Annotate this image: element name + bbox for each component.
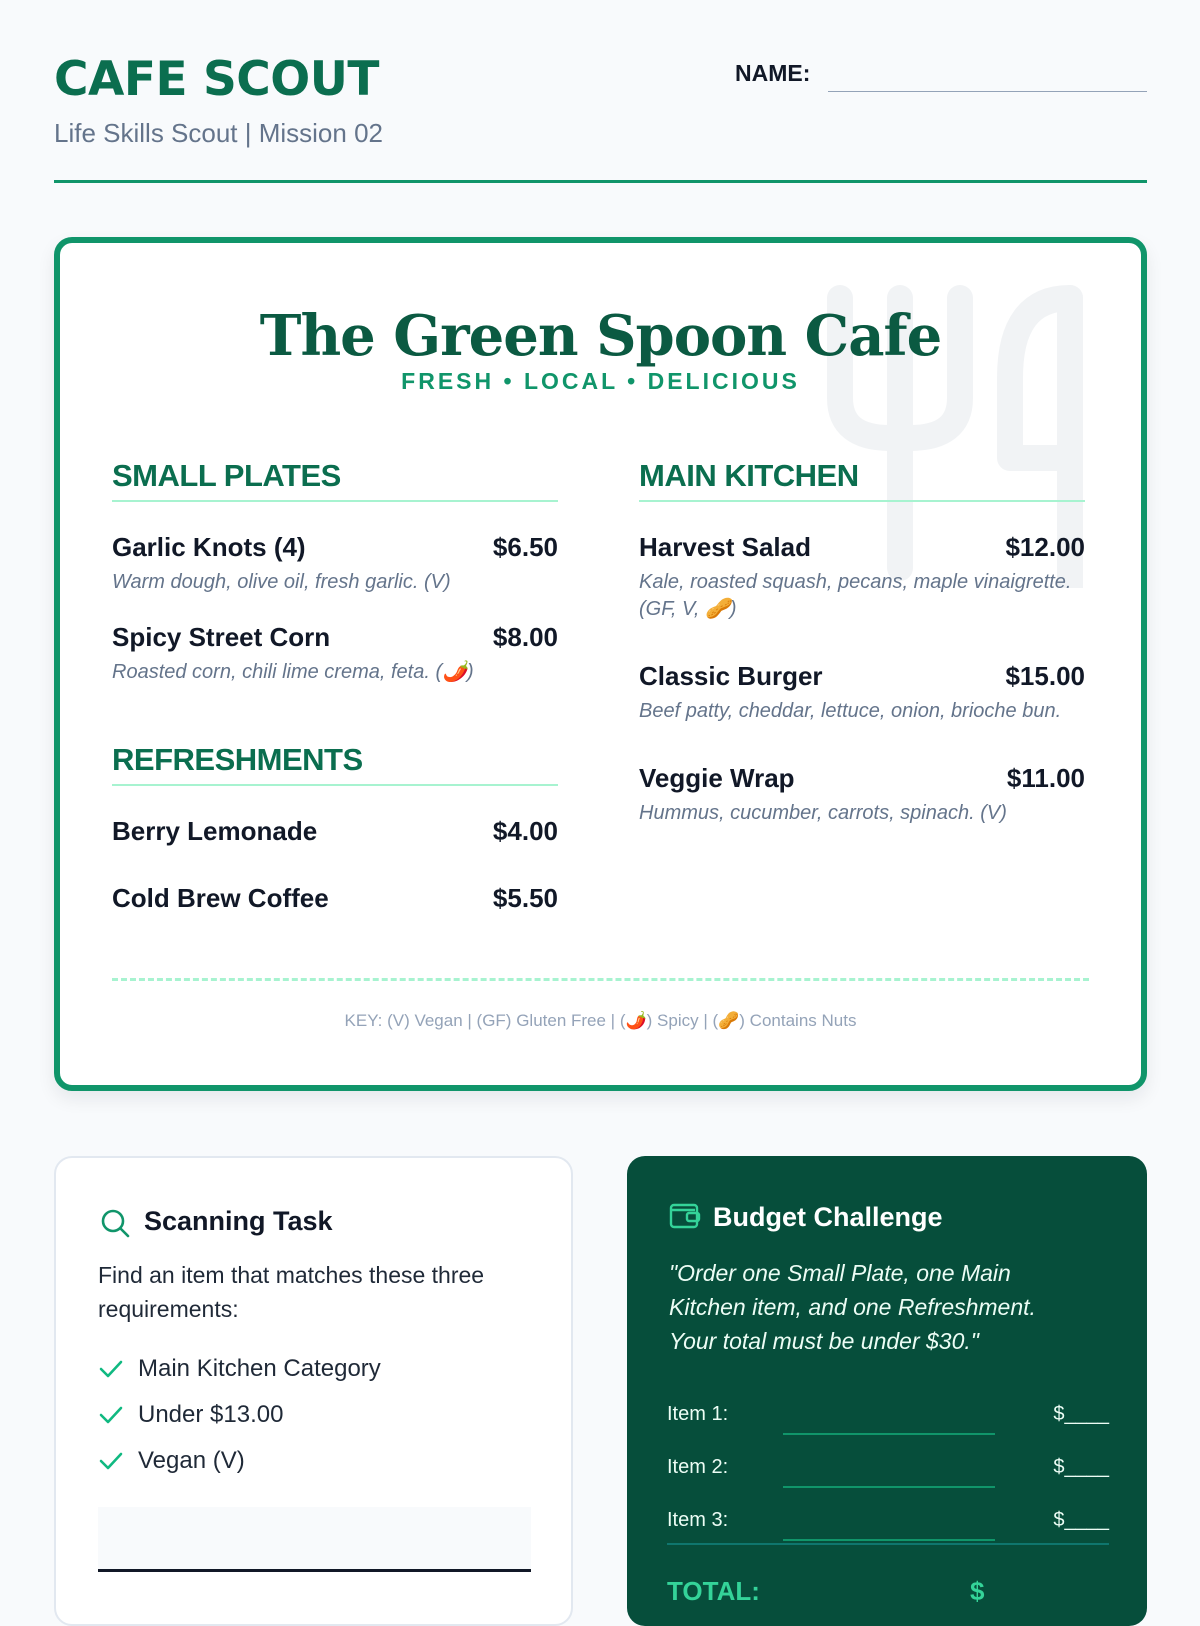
menu-item-price: $6.50 <box>492 532 558 562</box>
menu-item <box>639 661 1085 725</box>
section-title-main-kitchen: MAIN KITCHEN <box>639 458 1085 502</box>
menu-item-price: $8.00 <box>492 622 558 652</box>
menu-item <box>639 763 1085 827</box>
menu-item-description: Warm dough, olive oil, fresh garlic. (V) <box>112 571 451 593</box>
check-icon <box>98 1450 124 1472</box>
budget-line-item <box>667 1452 1109 1492</box>
budget-line-label: Item 2: <box>667 1456 729 1478</box>
menu-key: KEY: (V) Vegan | (GF) Gluten Free | (🌶️) Spicy | (🥜) Contains Nuts <box>344 1011 857 1030</box>
budget-line-price[interactable]: $____ <box>1053 1403 1109 1425</box>
brand-title: CAFE SCOUT <box>54 52 379 107</box>
menu-item-name: Garlic Knots (4) <box>112 532 306 562</box>
section-title-refreshments: REFRESHMENTS <box>112 742 558 786</box>
budget-line-price[interactable]: $____ <box>1053 1456 1109 1478</box>
search-icon <box>100 1208 130 1238</box>
menu-item-description: Kale, roasted squash, pecans, maple vinaigrette. (GF, V, 🥜) <box>639 571 1072 620</box>
scanning-task-card <box>54 1156 573 1626</box>
total-field[interactable]: $ <box>970 1576 985 1606</box>
requirement-text: Under $13.00 <box>138 1401 284 1428</box>
requirement-list <box>98 1346 381 1484</box>
budget-divider <box>667 1543 1109 1545</box>
total-label: TOTAL: <box>667 1576 760 1606</box>
menu-item-name: Classic Burger <box>639 661 823 691</box>
menu-right-column <box>639 458 1085 827</box>
requirement-text: Vegan (V) <box>138 1447 245 1474</box>
budget-challenge-title: Budget Challenge <box>713 1202 943 1232</box>
budget-line-label: Item 3: <box>667 1509 729 1531</box>
menu-item <box>112 532 558 596</box>
menu-item-description: Roasted corn, chili lime crema, feta. (🌶️) <box>112 661 474 683</box>
menu-item-name: Veggie Wrap <box>639 763 795 793</box>
mission-subtitle: Life Skills Scout | Mission 02 <box>54 118 383 148</box>
menu-item-name: Spicy Street Corn <box>112 622 331 652</box>
scanning-task-intro: Find an item that matches these three requirements: <box>98 1262 485 1322</box>
menu-item-price: $4.00 <box>492 816 558 846</box>
answer-field[interactable] <box>98 1507 531 1572</box>
menu-left-column <box>112 458 558 914</box>
budget-challenge-quote: "Order one Small Plate, one Main Kitchen item, and one Refreshment. Your total must be under $30." <box>669 1260 1036 1354</box>
menu-item-name: Berry Lemonade <box>112 816 318 846</box>
item-1-field[interactable] <box>783 1433 995 1435</box>
wallet-icon <box>669 1200 701 1230</box>
cafe-tagline: FRESH • LOCAL • DELICIOUS <box>401 368 800 394</box>
requirement-item <box>98 1392 381 1438</box>
budget-line-price[interactable]: $____ <box>1053 1509 1109 1531</box>
menu-item-price: $11.00 <box>1006 763 1085 793</box>
menu-item-name: Harvest Salad <box>639 532 811 562</box>
scanning-task-title: Scanning Task <box>144 1206 333 1236</box>
budget-line-label: Item 1: <box>667 1403 729 1425</box>
check-icon <box>98 1358 124 1380</box>
budget-line-item <box>667 1505 1109 1545</box>
menu-item-description: Beef patty, cheddar, lettuce, onion, brioche bun. <box>639 700 1062 722</box>
budget-challenge-card <box>627 1156 1147 1626</box>
name-label: NAME: <box>735 60 811 86</box>
cafe-name: The Green Spoon Cafe <box>259 303 942 369</box>
name-field[interactable] <box>828 91 1147 92</box>
section-title-small-plates: SMALL PLATES <box>112 458 558 502</box>
menu-item <box>112 622 558 686</box>
cafe-menu <box>54 237 1147 1091</box>
header-divider <box>54 180 1147 183</box>
menu-item-price: $15.00 <box>1005 661 1085 691</box>
requirement-item <box>98 1438 381 1484</box>
requirement-item <box>98 1346 381 1392</box>
requirement-text: Main Kitchen Category <box>138 1355 381 1382</box>
menu-item-description: Hummus, cucumber, carrots, spinach. (V) <box>639 802 1007 824</box>
menu-item-price: $5.50 <box>492 883 558 913</box>
menu-item <box>639 532 1085 623</box>
menu-item <box>112 883 558 914</box>
item-3-field[interactable] <box>783 1539 995 1541</box>
key-divider <box>112 978 1089 981</box>
item-2-field[interactable] <box>783 1486 995 1488</box>
check-icon <box>98 1404 124 1426</box>
menu-item <box>112 816 558 847</box>
budget-line-item <box>667 1399 1109 1439</box>
menu-item-name: Cold Brew Coffee <box>112 883 329 913</box>
menu-item-price: $12.00 <box>1005 532 1085 562</box>
